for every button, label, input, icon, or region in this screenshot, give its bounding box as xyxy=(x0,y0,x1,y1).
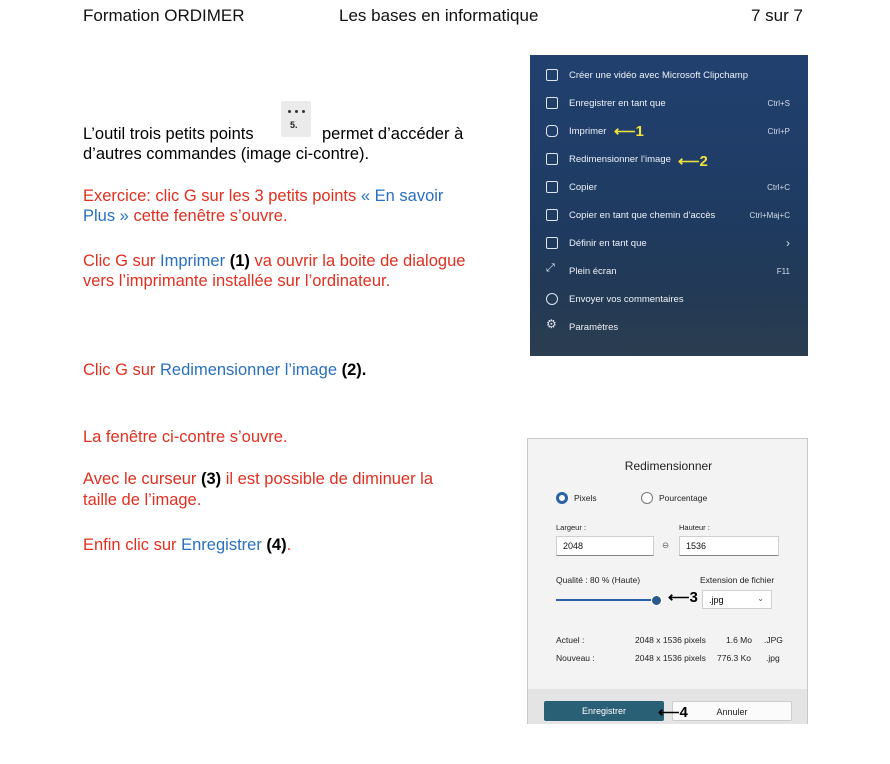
dialog-title: Redimensionner xyxy=(624,459,713,473)
menu-item-resize[interactable] xyxy=(530,147,808,175)
menu-item-label: Redimensionner l’image xyxy=(569,154,671,165)
quality-slider-track[interactable] xyxy=(556,599,656,601)
marker-2: ⟵2 xyxy=(678,153,708,170)
menu-item-label: Envoyer vos commentaires xyxy=(569,294,684,305)
resize-term: Redimensionner l’image xyxy=(160,361,338,379)
resize-dialog-screenshot xyxy=(527,438,808,724)
menu-item-shortcut: Ctrl+C xyxy=(767,183,790,192)
feedback-icon xyxy=(546,293,558,305)
current-label: Actuel : xyxy=(556,635,585,645)
height-input[interactable]: 1536 xyxy=(679,536,779,556)
exercise-link-end: Plus » xyxy=(83,207,129,225)
menu-item-label: Copier xyxy=(569,182,597,193)
set-as-icon xyxy=(546,237,558,249)
save-term: Enregistrer xyxy=(181,536,262,554)
menu-item-copy-path[interactable] xyxy=(530,203,808,231)
cursor-ref: (3) xyxy=(201,470,222,488)
menu-item-shortcut: Ctrl+S xyxy=(767,99,790,108)
path-icon xyxy=(546,209,558,221)
resize-icon xyxy=(546,153,558,165)
print-step-text: Clic G sur xyxy=(83,252,161,270)
exercise-line1 xyxy=(83,186,443,206)
video-icon xyxy=(546,69,558,81)
menu-item-fullscreen[interactable] xyxy=(530,259,808,287)
exercise-text: Exercice: clic G sur les 3 petits points xyxy=(83,187,361,205)
menu-item-shortcut: F11 xyxy=(776,267,790,276)
save-button[interactable]: Enregistrer xyxy=(544,701,664,721)
menu-item-set-as[interactable] xyxy=(530,231,808,259)
cursor-step-text: Avec le curseur xyxy=(83,470,201,488)
intro-line1-start: L’outil trois petits points xyxy=(83,125,254,143)
print-step-line2: vers l’imprimante installée sur l’ordinateur. xyxy=(83,272,391,290)
save-step xyxy=(83,535,291,555)
new-label: Nouveau : xyxy=(556,653,595,663)
menu-item-label: Créer une vidéo avec Microsoft Clipchamp xyxy=(569,70,748,81)
new-dims: 2048 x 1536 pixels xyxy=(635,653,706,663)
exercise-link: « En savoir xyxy=(360,187,444,205)
extension-select[interactable] xyxy=(702,590,772,609)
current-size: 1.6 Mo xyxy=(726,635,752,645)
icon-number: 5. xyxy=(290,120,298,130)
window-opens-text: La fenêtre ci-contre s’ouvre. xyxy=(83,428,288,446)
current-ext: .JPG xyxy=(764,635,783,645)
header-right: 7 sur 7 xyxy=(751,6,803,25)
print-term: Imprimer xyxy=(160,252,226,270)
resize-step-text: Clic G sur xyxy=(83,361,161,379)
save-ref: (4) xyxy=(266,536,287,554)
marker-4: ⟵4 xyxy=(658,704,688,721)
intro-line1-end: permet d’accéder à xyxy=(322,125,464,143)
quality-slider-thumb[interactable] xyxy=(651,595,662,606)
resize-ref: (2). xyxy=(341,361,367,379)
header-center: Les bases en informatique xyxy=(339,6,539,25)
cursor-step-line2: taille de l’image. xyxy=(83,491,202,509)
menu-item-label: Enregistrer en tant que xyxy=(569,98,666,109)
save-step-dot: . xyxy=(286,536,292,554)
save-step-text: Enfin clic sur xyxy=(83,536,182,554)
quality-label: Qualité : 80 % (Haute) xyxy=(556,575,641,585)
more-options-icon xyxy=(281,101,311,137)
extension-value: .jpg xyxy=(709,595,724,605)
chevron-down-icon: ⌄ xyxy=(757,594,764,603)
cursor-step-text2: il est possible de diminuer la xyxy=(221,470,434,488)
menu-item-label: Plein écran xyxy=(569,266,617,277)
new-ext: .jpg xyxy=(766,653,780,663)
header-left: Formation ORDIMER xyxy=(83,6,245,25)
menu-item-save-as[interactable] xyxy=(530,91,808,119)
marker-3: ⟵3 xyxy=(668,589,698,606)
menu-item-feedback[interactable] xyxy=(530,287,808,315)
fullscreen-icon: ⤢ xyxy=(546,262,555,274)
new-size: 776.3 Ko xyxy=(717,653,752,663)
print-ref: (1) xyxy=(229,252,250,270)
link-icon[interactable]: ⊖ xyxy=(662,540,670,550)
chevron-right-icon: › xyxy=(786,236,790,250)
cancel-button[interactable]: Annuler xyxy=(672,701,792,721)
radio-percent[interactable] xyxy=(641,492,653,504)
intro-line2: d’autres commandes (image ci-contre). xyxy=(83,145,370,163)
copy-icon xyxy=(546,181,558,193)
exercise-line2 xyxy=(83,206,288,226)
menu-item-label: Définir en tant que xyxy=(569,238,647,249)
width-input[interactable]: 2048 xyxy=(556,536,654,556)
current-dims: 2048 x 1536 pixels xyxy=(635,635,706,645)
menu-item-shortcut: Ctrl+P xyxy=(767,127,790,136)
menu-item-shortcut: Ctrl+Maj+C xyxy=(749,211,790,220)
marker-1: ⟵1 xyxy=(614,123,644,140)
printer-icon xyxy=(546,125,558,137)
resize-step xyxy=(83,360,366,380)
radio-percent-label: Pourcentage xyxy=(659,493,708,503)
menu-item-copy[interactable] xyxy=(530,175,808,203)
radio-pixels[interactable] xyxy=(556,492,568,504)
exercise-text-end: cette fenêtre s’ouvre. xyxy=(128,207,288,225)
radio-pixels-label: Pixels xyxy=(574,493,597,503)
menu-item-print[interactable] xyxy=(530,119,808,147)
context-menu-screenshot xyxy=(530,55,808,356)
print-step-text2: va ouvrir la boite de dialogue xyxy=(249,252,466,270)
gear-icon: ⚙ xyxy=(546,317,557,331)
extension-label: Extension de fichier xyxy=(700,575,775,585)
height-label: Hauteur : xyxy=(679,523,710,532)
print-step-line1 xyxy=(83,251,465,271)
menu-item-clipchamp[interactable] xyxy=(530,63,808,91)
menu-item-label: Copier en tant que chemin d’accès xyxy=(569,210,716,221)
width-label: Largeur : xyxy=(556,523,587,532)
save-icon xyxy=(546,97,558,109)
menu-item-settings[interactable] xyxy=(530,315,808,343)
menu-item-label: Paramètres xyxy=(569,322,619,333)
cursor-step-line1 xyxy=(83,469,433,489)
menu-item-label: Imprimer xyxy=(569,126,607,137)
